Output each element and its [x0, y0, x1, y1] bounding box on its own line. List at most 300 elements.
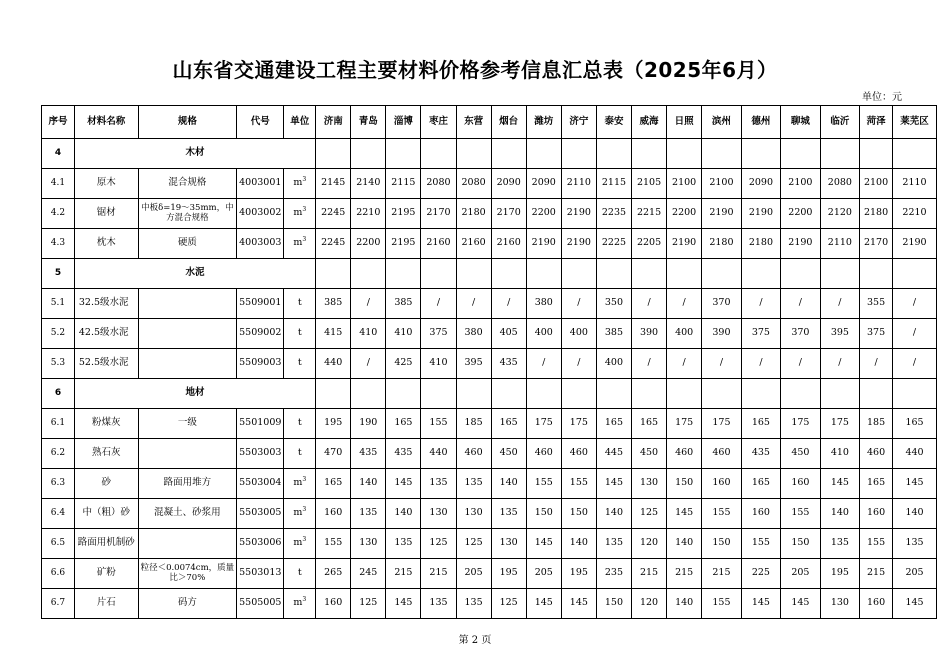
unit-text: t: [297, 357, 302, 369]
price-cell: 2190: [781, 229, 820, 259]
material-unit: [284, 319, 316, 349]
material-unit: [284, 349, 316, 379]
material-spec: [138, 349, 237, 379]
price-cell: 450: [781, 439, 820, 469]
price-cell: 185: [456, 409, 491, 439]
table-row: [42, 589, 937, 619]
table-row: [42, 169, 937, 199]
empty-cell: [820, 139, 859, 169]
price-cell: 2180: [456, 199, 491, 229]
price-cell: /: [702, 349, 741, 379]
unit-text: t: [297, 327, 302, 339]
price-cell: 165: [386, 409, 421, 439]
price-cell: 165: [491, 409, 526, 439]
price-cell: 135: [421, 469, 456, 499]
price-cell: 2235: [596, 199, 631, 229]
empty-cell: [526, 139, 561, 169]
empty-cell: [561, 379, 596, 409]
price-cell: 2080: [421, 169, 456, 199]
price-cell: 175: [781, 409, 820, 439]
price-cell: 190: [351, 409, 386, 439]
column-header: 东营: [456, 106, 491, 139]
price-cell: 155: [741, 529, 780, 559]
price-cell: /: [820, 349, 859, 379]
price-cell: 205: [526, 559, 561, 589]
empty-cell: [596, 259, 631, 289]
price-cell: 155: [316, 529, 351, 559]
material-spec: 混合规格: [138, 169, 237, 199]
material-code: 5509003: [237, 349, 284, 379]
table-row: [42, 229, 937, 259]
price-cell: 160: [741, 499, 780, 529]
price-cell: 2170: [860, 229, 893, 259]
material-code: 5503003: [237, 439, 284, 469]
empty-cell: [561, 259, 596, 289]
price-cell: 160: [781, 469, 820, 499]
price-cell: 2110: [893, 169, 937, 199]
price-cell: 145: [893, 469, 937, 499]
price-cell: 2140: [351, 169, 386, 199]
price-cell: /: [781, 289, 820, 319]
price-cell: 2160: [491, 229, 526, 259]
price-cell: 160: [316, 499, 351, 529]
empty-cell: [741, 139, 780, 169]
price-cell: /: [893, 319, 937, 349]
price-cell: 140: [667, 529, 702, 559]
price-cell: 425: [386, 349, 421, 379]
price-cell: /: [820, 289, 859, 319]
price-cell: 150: [702, 529, 741, 559]
material-name: 42.5级水泥: [74, 319, 138, 349]
section-row: [42, 139, 937, 169]
empty-cell: [386, 139, 421, 169]
material-name: 熟石灰: [74, 439, 138, 469]
column-header: 济南: [316, 106, 351, 139]
price-cell: 175: [702, 409, 741, 439]
price-cell: 195: [820, 559, 859, 589]
price-cell: 140: [667, 589, 702, 619]
price-cell: /: [893, 289, 937, 319]
row-number: 6.1: [42, 409, 75, 439]
price-cell: 2120: [820, 199, 859, 229]
empty-cell: [820, 379, 859, 409]
column-header: 规格: [138, 106, 237, 139]
material-name: 片石: [74, 589, 138, 619]
price-cell: 165: [741, 469, 780, 499]
price-cell: 2115: [386, 169, 421, 199]
material-spec: [138, 439, 237, 469]
price-cell: 2170: [421, 199, 456, 229]
empty-cell: [491, 139, 526, 169]
price-cell: 175: [820, 409, 859, 439]
price-cell: 130: [820, 589, 859, 619]
price-cell: 460: [702, 439, 741, 469]
price-cell: 130: [632, 469, 667, 499]
price-cell: 140: [893, 499, 937, 529]
price-cell: 145: [526, 589, 561, 619]
section-number: 5: [42, 259, 75, 289]
unit-text: m: [293, 477, 303, 489]
price-cell: 2245: [316, 199, 351, 229]
empty-cell: [386, 379, 421, 409]
column-header: 烟台: [491, 106, 526, 139]
column-header: 单位: [284, 106, 316, 139]
unit-text: m: [293, 177, 303, 189]
material-code: 5505005: [237, 589, 284, 619]
empty-cell: [781, 139, 820, 169]
empty-cell: [741, 259, 780, 289]
price-cell: 440: [421, 439, 456, 469]
price-cell: 155: [526, 469, 561, 499]
empty-cell: [351, 259, 386, 289]
price-cell: 145: [893, 589, 937, 619]
empty-cell: [421, 259, 456, 289]
empty-cell: [491, 379, 526, 409]
material-unit: [284, 589, 316, 619]
price-cell: 215: [632, 559, 667, 589]
price-cell: 140: [491, 469, 526, 499]
empty-cell: [702, 379, 741, 409]
price-cell: 2080: [456, 169, 491, 199]
price-cell: 2210: [351, 199, 386, 229]
price-cell: 140: [820, 499, 859, 529]
price-cell: /: [456, 289, 491, 319]
column-header: 德州: [741, 106, 780, 139]
price-cell: 450: [491, 439, 526, 469]
row-number: 5.1: [42, 289, 75, 319]
empty-cell: [667, 259, 702, 289]
empty-cell: [667, 139, 702, 169]
section-title: 木材: [74, 139, 315, 169]
unit-superscript: 3: [302, 506, 307, 514]
price-cell: 355: [860, 289, 893, 319]
price-cell: /: [632, 289, 667, 319]
price-cell: /: [421, 289, 456, 319]
price-cell: 375: [741, 319, 780, 349]
row-number: 4.1: [42, 169, 75, 199]
price-cell: 125: [491, 589, 526, 619]
price-cell: 215: [667, 559, 702, 589]
row-number: 6.3: [42, 469, 75, 499]
price-cell: 150: [667, 469, 702, 499]
empty-cell: [421, 139, 456, 169]
material-code: 4003003: [237, 229, 284, 259]
price-cell: /: [561, 289, 596, 319]
price-cell: 150: [781, 529, 820, 559]
price-cell: /: [741, 349, 780, 379]
price-cell: 130: [421, 499, 456, 529]
page-title: 山东省交通建设工程主要材料价格参考信息汇总表（2025年6月）: [172, 58, 778, 82]
empty-cell: [316, 379, 351, 409]
price-cell: 245: [351, 559, 386, 589]
column-header: 青岛: [351, 106, 386, 139]
price-cell: 140: [351, 469, 386, 499]
row-number: 5.2: [42, 319, 75, 349]
price-cell: 2080: [820, 169, 859, 199]
material-spec: 混凝土、砂浆用: [138, 499, 237, 529]
empty-cell: [456, 259, 491, 289]
price-cell: 410: [820, 439, 859, 469]
price-cell: 145: [741, 589, 780, 619]
price-cell: 160: [860, 499, 893, 529]
unit-text: t: [297, 297, 302, 309]
price-cell: 215: [702, 559, 741, 589]
table-row: [42, 499, 937, 529]
price-cell: 2100: [781, 169, 820, 199]
price-cell: 175: [526, 409, 561, 439]
unit-superscript: 3: [302, 176, 307, 184]
price-cell: 2200: [526, 199, 561, 229]
price-cell: 155: [702, 589, 741, 619]
price-cell: 195: [561, 559, 596, 589]
price-cell: 375: [421, 319, 456, 349]
unit-label: 单位：元: [862, 92, 902, 103]
price-cell: 2105: [632, 169, 667, 199]
price-cell: /: [526, 349, 561, 379]
price-cell: 150: [596, 589, 631, 619]
section-row: [42, 259, 937, 289]
price-cell: 145: [526, 529, 561, 559]
material-name: 枕木: [74, 229, 138, 259]
material-code: 5509002: [237, 319, 284, 349]
price-cell: 145: [561, 589, 596, 619]
table-row: [42, 529, 937, 559]
price-cell: 445: [596, 439, 631, 469]
price-cell: 2225: [596, 229, 631, 259]
price-cell: 2245: [316, 229, 351, 259]
price-cell: 460: [456, 439, 491, 469]
column-header: 聊城: [781, 106, 820, 139]
empty-cell: [820, 259, 859, 289]
column-header: 淄博: [386, 106, 421, 139]
price-cell: 390: [632, 319, 667, 349]
price-cell: 120: [632, 529, 667, 559]
price-cell: 135: [596, 529, 631, 559]
price-cell: 385: [386, 289, 421, 319]
empty-cell: [860, 379, 893, 409]
price-cell: 385: [596, 319, 631, 349]
price-cell: 165: [741, 409, 780, 439]
price-cell: 155: [561, 469, 596, 499]
price-cell: 135: [893, 529, 937, 559]
price-cell: 185: [860, 409, 893, 439]
price-cell: 410: [351, 319, 386, 349]
price-cell: 130: [456, 499, 491, 529]
price-cell: 225: [741, 559, 780, 589]
empty-cell: [351, 139, 386, 169]
section-number: 4: [42, 139, 75, 169]
price-cell: 195: [491, 559, 526, 589]
price-cell: /: [632, 349, 667, 379]
price-cell: 435: [741, 439, 780, 469]
table-row: [42, 199, 937, 229]
material-name: 32.5级水泥: [74, 289, 138, 319]
price-cell: 380: [526, 289, 561, 319]
price-cell: 165: [893, 409, 937, 439]
price-cell: 120: [632, 589, 667, 619]
column-header: 日照: [667, 106, 702, 139]
price-cell: 2210: [893, 199, 937, 229]
material-name: 砂: [74, 469, 138, 499]
column-header: 滨州: [702, 106, 741, 139]
price-cell: 265: [316, 559, 351, 589]
column-header: 材料名称: [74, 106, 138, 139]
empty-cell: [667, 379, 702, 409]
unit-superscript: 3: [302, 476, 307, 484]
price-cell: /: [781, 349, 820, 379]
price-cell: 2100: [860, 169, 893, 199]
price-cell: 395: [456, 349, 491, 379]
table-row: [42, 409, 937, 439]
unit-superscript: 3: [302, 536, 307, 544]
price-cell: 2190: [561, 199, 596, 229]
material-unit: [284, 229, 316, 259]
price-cell: 2180: [741, 229, 780, 259]
material-unit: [284, 199, 316, 229]
price-cell: 155: [421, 409, 456, 439]
material-unit: [284, 439, 316, 469]
price-cell: 2190: [561, 229, 596, 259]
material-spec: [138, 319, 237, 349]
empty-cell: [491, 259, 526, 289]
empty-cell: [893, 139, 937, 169]
table-row: [42, 439, 937, 469]
price-cell: 2190: [702, 199, 741, 229]
price-cell: 2110: [820, 229, 859, 259]
price-cell: 2160: [421, 229, 456, 259]
price-cell: 400: [596, 349, 631, 379]
row-number: 5.3: [42, 349, 75, 379]
row-number: 6.5: [42, 529, 75, 559]
price-cell: 2215: [632, 199, 667, 229]
column-header: 泰安: [596, 106, 631, 139]
empty-cell: [860, 139, 893, 169]
price-cell: 2110: [561, 169, 596, 199]
price-cell: /: [351, 289, 386, 319]
price-cell: 205: [893, 559, 937, 589]
price-cell: 145: [667, 499, 702, 529]
price-cell: 2195: [386, 229, 421, 259]
price-cell: 235: [596, 559, 631, 589]
row-number: 4.3: [42, 229, 75, 259]
price-cell: 155: [781, 499, 820, 529]
material-code: 5503005: [237, 499, 284, 529]
price-cell: 135: [820, 529, 859, 559]
empty-cell: [456, 379, 491, 409]
empty-cell: [702, 259, 741, 289]
price-cell: 140: [561, 529, 596, 559]
material-unit: [284, 559, 316, 589]
price-cell: 150: [526, 499, 561, 529]
table-row: [42, 319, 937, 349]
price-cell: 135: [351, 499, 386, 529]
price-cell: 215: [860, 559, 893, 589]
price-cell: 135: [386, 529, 421, 559]
price-cell: 130: [491, 529, 526, 559]
price-cell: 165: [316, 469, 351, 499]
unit-superscript: 3: [302, 206, 307, 214]
empty-cell: [316, 259, 351, 289]
material-spec: 一级: [138, 409, 237, 439]
price-cell: 405: [491, 319, 526, 349]
empty-cell: [386, 259, 421, 289]
price-cell: 205: [456, 559, 491, 589]
material-code: 5503004: [237, 469, 284, 499]
material-unit: [284, 169, 316, 199]
table-body: [42, 139, 937, 619]
price-cell: 205: [781, 559, 820, 589]
unit-superscript: 3: [302, 236, 307, 244]
price-cell: 2145: [316, 169, 351, 199]
material-spec: 粒径＜0.0074cm，质量比＞70%: [138, 559, 237, 589]
price-cell: 125: [456, 529, 491, 559]
price-cell: 145: [386, 589, 421, 619]
section-row: [42, 379, 937, 409]
price-cell: 195: [316, 409, 351, 439]
unit-text: t: [297, 567, 302, 579]
empty-cell: [702, 139, 741, 169]
material-code: 4003001: [237, 169, 284, 199]
price-cell: 400: [526, 319, 561, 349]
row-number: 6.7: [42, 589, 75, 619]
price-cell: 2200: [667, 199, 702, 229]
price-cell: /: [491, 289, 526, 319]
material-name: 锯材: [74, 199, 138, 229]
price-cell: 145: [820, 469, 859, 499]
empty-cell: [741, 379, 780, 409]
row-number: 4.2: [42, 199, 75, 229]
price-cell: 400: [561, 319, 596, 349]
price-cell: 150: [561, 499, 596, 529]
price-cell: 145: [781, 589, 820, 619]
empty-cell: [596, 379, 631, 409]
price-cell: 160: [860, 589, 893, 619]
price-cell: 135: [456, 469, 491, 499]
price-cell: 2190: [893, 229, 937, 259]
material-spec: 中板δ=19～35mm，中方混合规格: [138, 199, 237, 229]
price-cell: 2190: [667, 229, 702, 259]
price-cell: 460: [667, 439, 702, 469]
row-number: 6.6: [42, 559, 75, 589]
price-cell: 145: [596, 469, 631, 499]
price-cell: 450: [632, 439, 667, 469]
material-name: 中（粗）砂: [74, 499, 138, 529]
unit-text: t: [297, 417, 302, 429]
price-cell: 125: [421, 529, 456, 559]
material-code: 5509001: [237, 289, 284, 319]
material-name: 原木: [74, 169, 138, 199]
price-cell: 2160: [456, 229, 491, 259]
empty-cell: [632, 259, 667, 289]
price-cell: /: [860, 349, 893, 379]
row-number: 6.2: [42, 439, 75, 469]
price-cell: 215: [421, 559, 456, 589]
price-cell: 140: [596, 499, 631, 529]
material-spec: 路面用堆方: [138, 469, 237, 499]
material-name: 52.5级水泥: [74, 349, 138, 379]
material-name: 路面用机制砂: [74, 529, 138, 559]
material-spec: [138, 529, 237, 559]
price-cell: 460: [860, 439, 893, 469]
price-cell: 435: [386, 439, 421, 469]
price-cell: 135: [491, 499, 526, 529]
empty-cell: [632, 139, 667, 169]
price-cell: 2170: [491, 199, 526, 229]
column-header: 枣庄: [421, 106, 456, 139]
column-header: 济宁: [561, 106, 596, 139]
price-cell: 130: [351, 529, 386, 559]
price-cell: 410: [386, 319, 421, 349]
